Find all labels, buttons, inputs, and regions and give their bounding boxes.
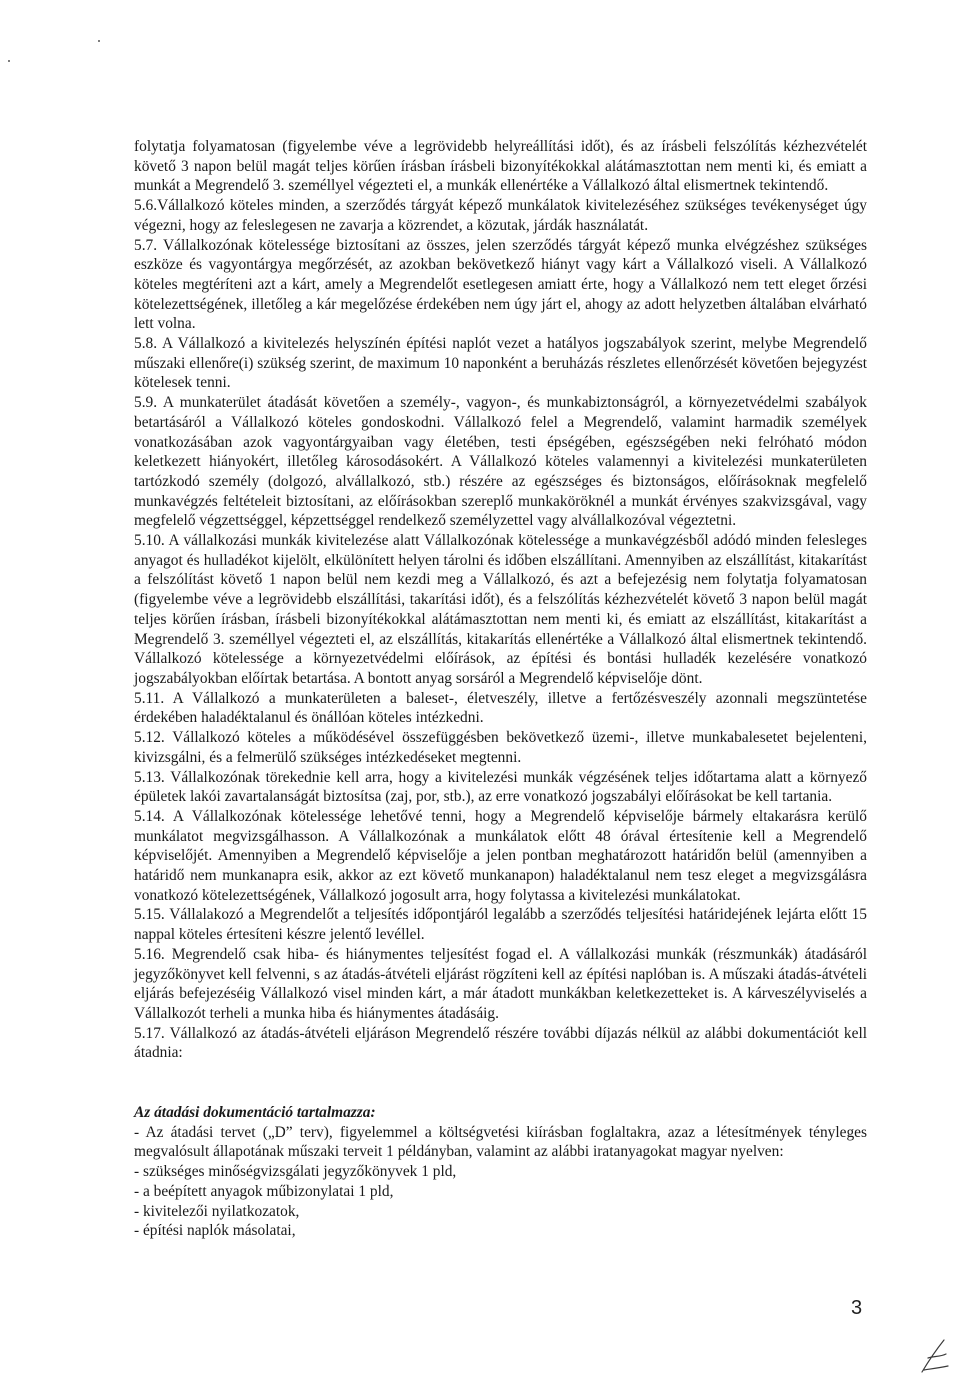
documentation-item: - kivitelezői nyilatkozatok, bbox=[134, 1202, 300, 1220]
paragraph-5-11: 5.11. A Vállalkozó a munkaterületen a baleset-, életveszély, illetve a fertőzésveszély azonnali megszüntetése érdekében haladéktalanul és önállóan köteles intézkedni. bbox=[134, 689, 867, 727]
paragraph-5-10: 5.10. A vállalkozási munkák kivitelezése alatt Vállalkozónak kötelessége a munkavégzésből adódó minden felesleges anyagot és hulladékot kijelölt, elkülönített helyen tárolni és időben elszállítani. Amennyiben az elszállítást, kitakarítást a felszólítást követő 1 napon belül nem kezdi meg a Vállalkozó, és azt a befejezésig nem folytatja folyamatosan (figyelembe véve a legrövidebb elszállítási, takarítási időt), és a felszólítás kézhezvételét követő 3 napon belül magát teljes körűen írásban, írásbeli bizonyítékokkal alátámasztottan nem menti ki, és emiatt az elszállítást, kitakarítást a Megrendelő 3. személlyel végezteti el, az elszállítás, kitakarítás ellenértéke a Vállalkozó által elismertnek tekintendő. Vállalkozó kötelessége a környezetvédelmi előírások, az építési és bontási hulladék kezelésére vonatkozó jogszabályokban előírtak betartása. A bontott anyag sorsáról a Megrendelő képviselője dönt. bbox=[134, 532, 867, 687]
documentation-item: - szükséges minőségvizsgálati jegyzőkönyvek 1 pld, bbox=[134, 1163, 457, 1181]
paragraph-5-8: 5.8. A Vállalkozó a kivitelezés helyszínén építési naplót vezet a hatályos jogszabályok szerint, melybe Megrendelő műszaki ellenőre(i) szükség szerint, de maximum 10 naponként a beruházás részletes ellenőrzését követően bejegyzést kötelesek tenni. bbox=[134, 335, 867, 392]
documentation-item: - a beépített anyagok műbizonylatai 1 pld, bbox=[134, 1182, 394, 1200]
signature-initials bbox=[918, 1336, 952, 1376]
page-number: 3 bbox=[851, 1297, 863, 1319]
documentation-item: - építési naplók másolatai, bbox=[134, 1222, 296, 1240]
body-text bbox=[134, 137, 867, 1241]
paragraph-5-9: 5.9. A munkaterület átadását követően a személy-, vagyon-, és munkabiztonságról, a környezetvédelmi szabályok betartásáról a Vállalkozó köteles gondoskodni. Vállalkozó felel a Megrendelő, valamint harmadik személyek vonatkozásában azok vagyontárgyaiban vagy életében, testi épségében, egészségében neki felróható módon keletkezett hiányokért, illetőleg károsodásokért. A Vállalkozó köteles valamennyi a kivitelezési munkaterületen tartózkodó személy (dolgozó, alvállalkozó, stb.) részére az egészséges és biztonságos, előírásoknak megfelelő munkavégzés feltételeit biztosítani, az előírásokban szereplő munkaköröknél a munkát érvényes szakvizsgával, vagy megfelelő végzettséggel, képzettséggel rendelkező személyzettel vagy alvállalkozóval végeztetni. bbox=[134, 394, 867, 530]
paragraph-5-15: 5.15. Vállalakozó a Megrendelőt a teljesítés időpontjáról legalább a szerződés teljesítési határidejének lejárta előtt 15 nappal köteles értesíteni készre jelentő levéllel. bbox=[134, 906, 867, 944]
spacer bbox=[134, 1063, 867, 1103]
paragraph-5-6: 5.6.Vállalkozó köteles minden, a szerződés tárgyát képező munkálatok kivitelezéséhez szükséges tevékenységet úgy végezni, hogy az feleslegesen ne zavarja a közrendet, a közutak, járdák használatát. bbox=[134, 197, 867, 234]
paragraph-5-12: 5.12. Vállalkozó köteles a működésével összefüggésben bekövetkező üzemi-, illetve munkabalesetet bejelenteni, kivizsgálni, és a felmerülő szükséges intézkedéseket megtenni. bbox=[134, 729, 867, 766]
scan-speck bbox=[98, 40, 100, 42]
documentation-heading: Az átadási dokumentáció tartalmazza: bbox=[134, 1104, 376, 1122]
paragraph-continuation: folytatja folyamatosan (figyelembe véve a legrövidebb helyreállítási időt), és az írásbeli felszólítás kézhezvételét követő 3 napon belül magát teljes körűen írásban írásbeli bizonyítékokkal alátámasztottan nem menti ki, és emiatt a munkát a Megrendelő 3. személlyel végezteti el, a munkák ellenértéke a Vállalkozó által elismertnek tekintendő. bbox=[134, 138, 867, 195]
paragraph-5-16: 5.16. Megrendelő csak hiba- és hiánymentes teljesítést fogad el. A vállalkozási munkák (részmunkák) átadásáról jegyzőkönyvet kell felvenni, s az átadás-átvételi eljárást rögzíteni kell az építési naplóban is. A műszaki átadás-átvételi eljárás befejezéséig Vállalkozó visel minden kárt, a már átadott munkákban keletkezetteket is. A kárveszélyviselés a Vállalkozót terheli a munka hiba és hiánymentes átadásáig. bbox=[134, 945, 867, 1022]
documentation-item: - Az átadási tervet („D” terv), figyelemmel a költségvetési kiírásban foglaltakra, azaz a létesítmények tényleges megvalósult állapotának műszaki terveit 1 példányban, valamint az alábbi iratanyagokat magyar nyelven: bbox=[134, 1123, 867, 1161]
paragraph-5-13: 5.13. Vállalkozónak törekednie kell arra, hogy a kivitelezési munkák végzésének teljes időtartama alatt a környező épületek lakói zavartalanságát biztosítsa (zaj, por, stb.), az erre vonatkozó jogszabályi előírásokat be kell tartania. bbox=[134, 768, 867, 806]
scan-speck bbox=[8, 60, 10, 62]
paragraph-5-17: 5.17. Vállalkozó az átadás-átvételi eljáráson Megrendelő részére további díjazás nélkül az alábbi dokumentációt kell átadnia: bbox=[134, 1024, 867, 1062]
paragraph-5-14: 5.14. A Vállalkozónak kötelessége lehetővé tenni, hogy a Megrendelő képviselője bármely eltakarásra kerülő munkálatot megvizsgálhasson. A Vállalkozónak a munkálatok előtt 48 órával értesítenie kell a Megrendelő képviselőjét. Amennyiben a Megrendelő képviselője a jelen pontban meghatározott határidőn belül (amennyiben a határidő nem munkanapra esik, akkor az ezt követő munkanapon) haladéktalanul nem tesz eleget a megvizsgálásra vonatkozó kötelezettségének, Vállalkozó jogosult arra, hogy folytassa a kivitelezési munkálatokat. bbox=[134, 807, 867, 904]
paragraph-5-7: 5.7. Vállalkozónak kötelessége biztosítani az összes, jelen szerződés tárgyát képező munka elvégzéshez szükséges eszköze és vagyontárgya megőrzését, az azokban bekövetkező hiányt vagy kárt a Vállalkozó viseli. A Vállalkozó köteles megtéríteni azt a kárt, amely a Megrendelőt esetlegesen amiatt érte, hogy a Vállalkozó nem tett eleget őrzési kötelezettségének, illetőleg a kár megelőzése érdekében nem úgy járt el, ahogy az adott helyzetben általában elvárható lett volna. bbox=[134, 236, 867, 333]
